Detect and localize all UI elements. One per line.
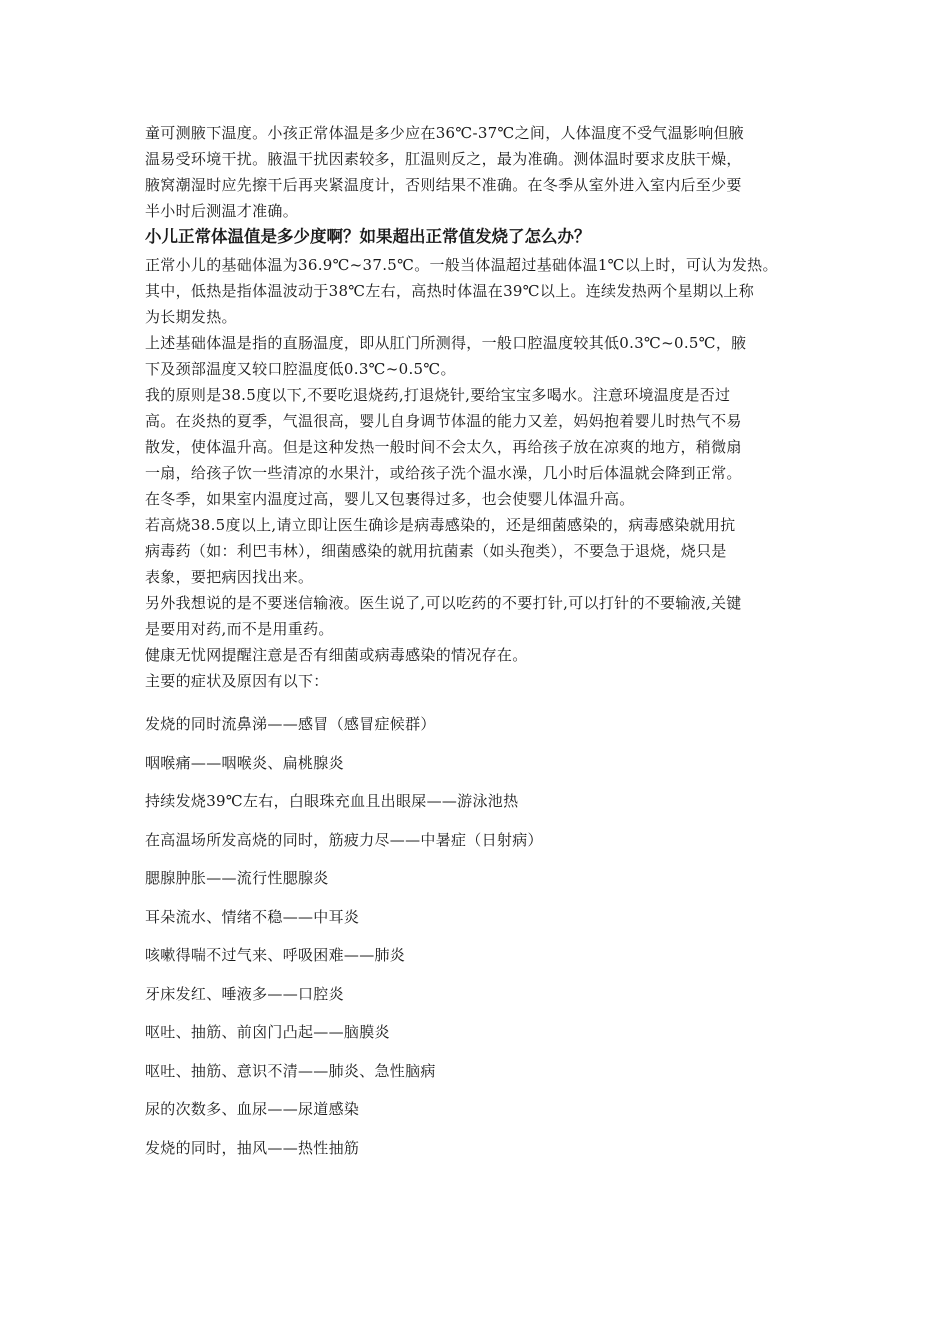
body-line: 一扇，给孩子饮一些清凉的水果汁，或给孩子洗个温水澡，几小时后体温就会降到正常。 <box>145 464 742 482</box>
body-line: 高。在炎热的夏季，气温很高，婴儿自身调节体温的能力又差，妈妈抱着婴儿时热气不易 <box>145 412 742 430</box>
intro-line: 童可测腋下温度。小孩正常体温是多少应在36℃-37℃之间，人体温度不受气温影响但腋 <box>145 124 745 142</box>
body-line: 下及颈部温度又较口腔温度低0.3℃~0.5℃。 <box>145 360 456 378</box>
symptom-item: 尿的次数多、血尿——尿道感染 <box>145 1100 360 1118</box>
body-line: 散发，使体温升高。但是这种发热一般时间不会太久，再给孩子放在凉爽的地方，稍微扇 <box>145 438 742 456</box>
symptom-item: 发烧的同时，抽风——热性抽筋 <box>145 1138 360 1157</box>
body-line: 若高烧38.5度以上,请立即让医生确诊是病毒感染的，还是细菌感染的，病毒感染就用抗 <box>145 516 736 534</box>
symptom-item: 耳朵流水、情绪不稳——中耳炎 <box>145 907 360 926</box>
section-heading: 小儿正常体温值是多少度啊？如果超出正常值发烧了怎么办？ <box>145 227 591 246</box>
section-heading-block <box>145 224 835 250</box>
body-line: 为长期发热。 <box>145 308 237 326</box>
body-line: 病毒药（如：利巴韦林），细菌感染的就用抗菌素（如头孢类），不要急于退烧，烧只是 <box>145 542 727 560</box>
body-line: 在冬季，如果室内温度过高，婴儿又包裹得过多，也会使婴儿体温升高。 <box>145 490 635 508</box>
body-line: 我的原则是38.5度以下,不要吃退烧药,打退烧针,要给宝宝多喝水。注意环境温度是否过 <box>145 386 731 404</box>
body-line: 是要用对药,而不是用重药。 <box>145 620 334 638</box>
body-line: 表象，要把病因找出来。 <box>145 568 314 586</box>
symptom-item: 腮腺肿胀——流行性腮腺炎 <box>145 869 329 887</box>
intro-line: 腋窝潮湿时应先擦干后再夹紧温度计，否则结果不准确。在冬季从室外进入室内后至少要 <box>145 176 742 194</box>
body-line: 健康无忧网提醒注意是否有细菌或病毒感染的情况存在。 <box>145 646 528 664</box>
symptom-item: 牙床发红、唾液多——口腔炎 <box>145 984 344 1003</box>
body-line: 另外我想说的是不要迷信输液。医生说了,可以吃药的不要打针,可以打针的不要输液,关键 <box>145 594 742 612</box>
symptom-item: 持续发烧39℃左右，白眼珠充血且出眼屎——游泳池热 <box>145 792 519 810</box>
symptom-item: 呕吐、抽筋、意识不清——肺炎、急性脑病 <box>145 1061 436 1080</box>
symptom-item: 呕吐、抽筋、前囟门凸起——脑膜炎 <box>145 1023 390 1041</box>
symptom-item: 咳嗽得喘不过气来、呼吸困难——肺炎 <box>145 946 406 964</box>
symptom-item: 发烧的同时流鼻涕——感冒（感冒症候群） <box>145 715 436 733</box>
symptom-item: 在高温场所发高烧的同时，筋疲力尽——中暑症（日射病） <box>145 830 543 849</box>
body-line: 正常小儿的基础体温为36.9℃~37.5℃。一般当体温超过基础体温1℃以上时，可认为发热。 <box>145 256 778 274</box>
intro-line: 半小时后测温才准确。 <box>145 202 299 220</box>
body-text <box>145 252 835 694</box>
intro-paragraph <box>145 120 835 224</box>
symptom-list <box>145 705 835 1167</box>
body-line: 其中，低热是指体温波动于38℃左右，高热时体温在39℃以上。连续发热两个星期以上称 <box>145 282 755 300</box>
body-line: 主要的症状及原因有以下： <box>145 672 329 690</box>
body-line: 上述基础体温是指的直肠温度，即从肛门所测得，一般口腔温度较其低0.3℃~0.5℃，腋 <box>145 334 747 352</box>
symptom-item: 咽喉痛——咽喉炎、扁桃腺炎 <box>145 753 344 772</box>
intro-line: 温易受环境干扰。腋温干扰因素较多，肛温则反之，最为准确。测体温时要求皮肤干燥， <box>145 150 742 168</box>
